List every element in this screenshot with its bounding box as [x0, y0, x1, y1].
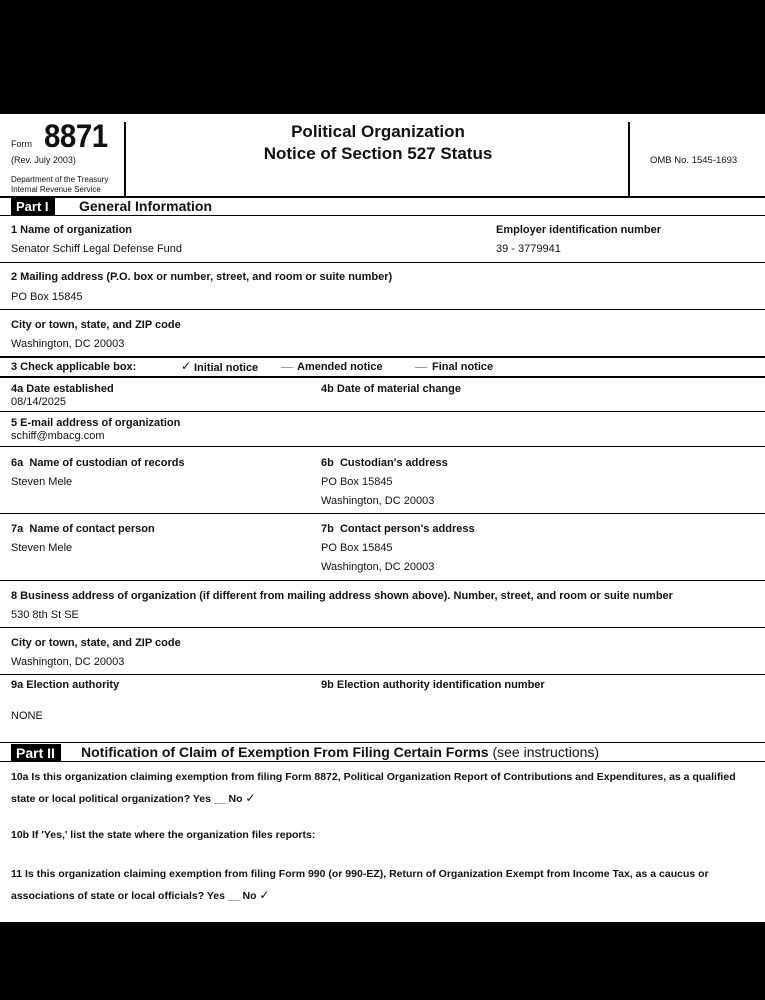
part2-title-note: (see instructions)	[492, 744, 600, 760]
ein-label: Employer identification number	[496, 224, 662, 236]
initial-notice-label: Initial notice	[194, 362, 259, 374]
check-applicable-label: 3 Check applicable box:	[11, 361, 137, 373]
header-divider-left	[124, 122, 126, 196]
divider	[0, 513, 765, 514]
divider	[0, 215, 765, 216]
question-10a-line1: 10a Is this organization claiming exemption from filing Form 8872, Political Organization Report of Contributions and Expenditures, as a qualified	[11, 771, 736, 783]
custodian-name-label	[11, 457, 185, 469]
initial-notice-checkmark[interactable]: ✓	[181, 359, 192, 373]
email-value: schiff@mbacg.com	[11, 430, 105, 442]
date-established-label: 4a Date established	[11, 383, 114, 395]
org-name-value: Senator Schiff Legal Defense Fund	[11, 243, 183, 255]
contact-address-line1: PO Box 15845	[321, 542, 393, 554]
business-address-label: 8 Business address of organization (if different from mailing address shown above). Number, street, and room or suite number	[11, 590, 673, 602]
election-authority-value: NONE	[11, 710, 43, 722]
divider	[0, 580, 765, 581]
contact-name-label	[11, 523, 155, 535]
divider	[0, 446, 765, 447]
question-10a-no-checkmark[interactable]: ✓	[245, 791, 256, 805]
custodian-name-text: Name of custodian of records	[29, 457, 185, 469]
question-10a-text: state or local political organization? Yes	[11, 793, 211, 805]
divider	[0, 262, 765, 263]
election-authority-label: 9a Election authority	[11, 679, 120, 691]
divider	[0, 309, 765, 310]
contact-address-num: 7b	[321, 523, 334, 535]
custodian-name-value: Steven Mele	[11, 476, 73, 488]
divider	[0, 356, 765, 358]
business-address-value: 530 8th St SE	[11, 609, 79, 621]
part1-title: General Information	[79, 198, 213, 214]
question-10a-no-label: No	[228, 793, 243, 805]
amended-notice-label: Amended notice	[297, 361, 383, 373]
form-page	[0, 114, 765, 922]
business-city-value: Washington, DC 20003	[11, 656, 125, 668]
custodian-address-text: Custodian's address	[339, 457, 448, 469]
part2-label: Part II	[11, 744, 61, 762]
part2-title: Notification of Claim of Exemption From Filing Certain Forms	[81, 744, 489, 760]
question-10b: 10b If 'Yes,' list the state where the organization files reports:	[11, 829, 316, 841]
divider	[0, 411, 765, 412]
city-value: Washington, DC 20003	[11, 338, 125, 350]
amended-notice-checkbox[interactable]: __	[281, 357, 294, 369]
custodian-name-num: 6a	[11, 457, 24, 469]
question-11-yes-box[interactable]: __	[227, 890, 240, 902]
date-material-change-label: 4b Date of material change	[321, 383, 461, 395]
business-city-label: City or town, state, and ZIP code	[11, 637, 181, 649]
question-11-no-checkmark[interactable]: ✓	[259, 888, 270, 902]
form-title-line2: Notice of Section 527 Status	[263, 144, 493, 163]
question-11-no-label: No	[242, 890, 257, 902]
mailing-address-label: 2 Mailing address (P.O. box or number, street, and room or suite number)	[11, 271, 393, 283]
contact-address-line2: Washington, DC 20003	[321, 561, 435, 573]
question-10a-line2	[11, 791, 255, 805]
form-revision: (Rev. July 2003)	[11, 155, 76, 165]
city-label: City or town, state, and ZIP code	[11, 319, 181, 331]
part2-title-wrap	[81, 744, 599, 760]
election-authority-id-label: 9b Election authority identification number	[321, 679, 545, 691]
divider	[0, 627, 765, 628]
contact-address-text: Contact person's address	[339, 523, 475, 535]
final-notice-label: Final notice	[432, 361, 494, 373]
department-name: Department of the Treasury	[11, 175, 109, 184]
custodian-address-line1: PO Box 15845	[321, 476, 393, 488]
divider	[0, 761, 765, 762]
mailing-address-value: PO Box 15845	[11, 291, 83, 303]
custodian-address-line2: Washington, DC 20003	[321, 495, 435, 507]
part1-label: Part I	[11, 198, 55, 216]
irs-name: Internal Revenue Service	[11, 185, 101, 194]
omb-number: OMB No. 1545-1693	[650, 155, 738, 166]
final-notice-checkbox[interactable]: __	[415, 357, 428, 369]
contact-address-label	[321, 523, 475, 535]
question-11-text: associations of state or local officials? Yes	[11, 890, 225, 902]
divider	[0, 376, 765, 378]
question-10a-yes-box[interactable]: __	[213, 793, 226, 805]
contact-name-num: 7a	[11, 523, 24, 535]
divider	[0, 742, 765, 743]
email-label: 5 E-mail address of organization	[11, 417, 181, 429]
ein-value: 39 - 3779941	[496, 243, 561, 255]
custodian-address-num: 6b	[321, 457, 334, 469]
form-word: Form	[11, 139, 32, 149]
question-11-line1: 11 Is this organization claiming exemption from filing Form 990 (or 990-EZ), Return of Organization Exempt from Income Tax, as a caucus or	[11, 868, 709, 880]
org-name-label: 1 Name of organization	[11, 224, 133, 236]
question-11-line2	[11, 888, 269, 902]
date-established-value: 08/14/2025	[11, 396, 67, 408]
header-divider-right	[628, 122, 630, 196]
contact-name-text: Name of contact person	[29, 523, 155, 535]
custodian-address-label	[321, 457, 448, 469]
contact-name-value: Steven Mele	[11, 542, 73, 554]
form-title-line1: Political Organization	[291, 122, 465, 141]
divider	[0, 674, 765, 675]
form-number: 8871	[44, 118, 108, 154]
